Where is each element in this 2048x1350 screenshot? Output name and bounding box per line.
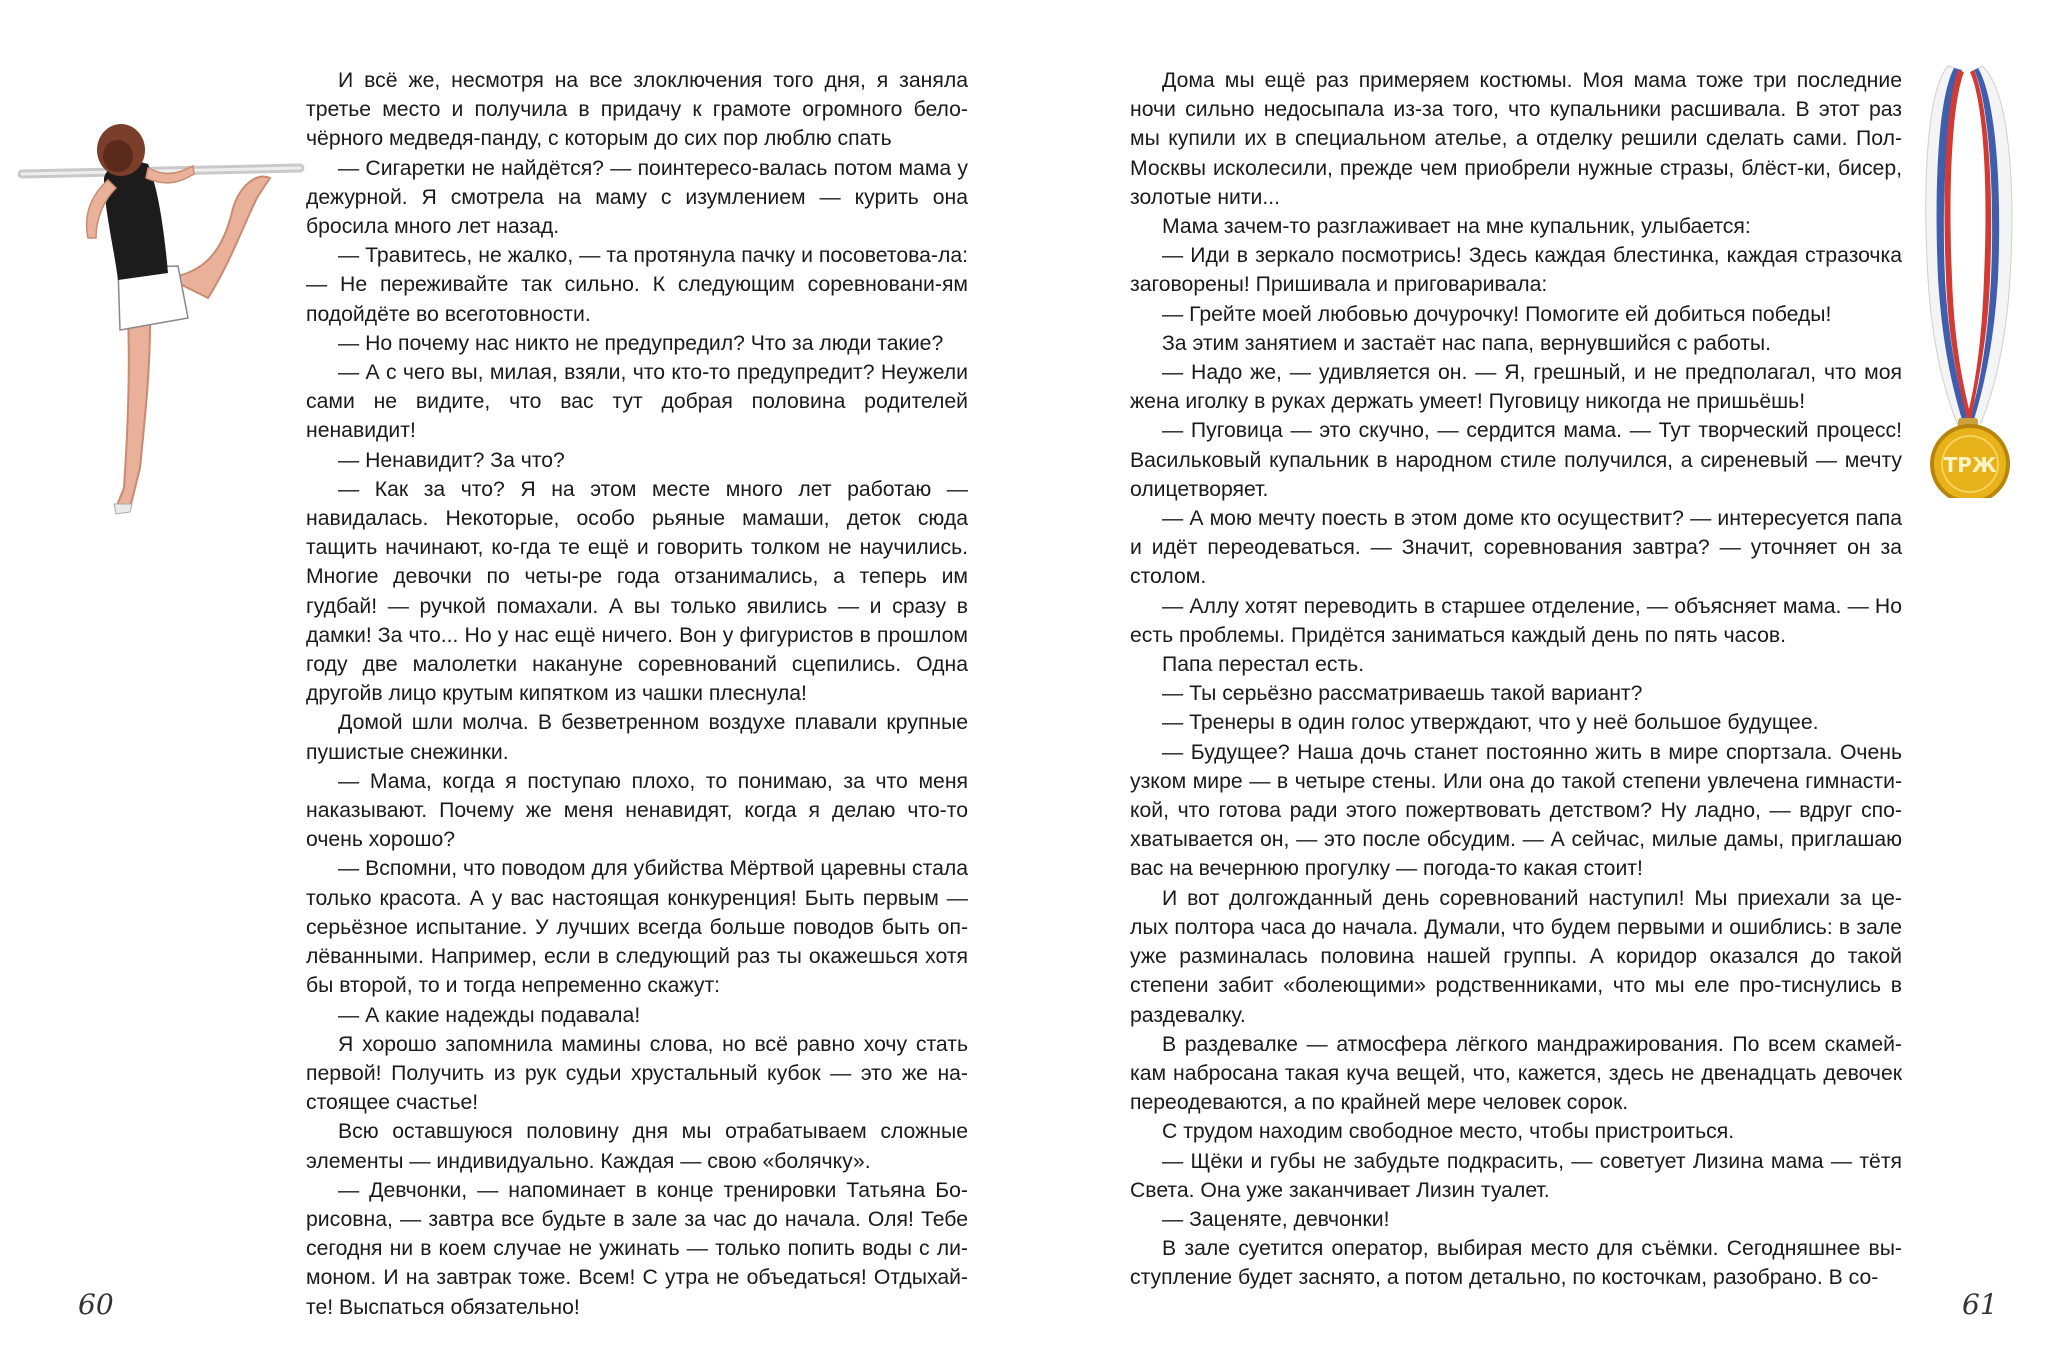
paragraph: — Вспомни, что поводом для убийства Мёртвой царевны стала только красота. А у вас настоящая конкуренция! Быть первым — серьёзное испытание. У лучших всегда больше поводов быть оп-лёванными. Например, если в следующий раз ты окажешься хотя бы второй, то и тогда непременно скажут: — [306, 857, 968, 998]
paragraph: Я хорошо запомнила мамины слова, но всё равно хочу стать первой! Получить из рук судьи хрустальный кубок — это же на-стоящее счастье! — [306, 1032, 968, 1115]
paragraph: — А с чего вы, милая, взяли, что кто-то предупредит? Неужели сами не видите, что вас тут добрая половина родителей ненавидит! — [306, 361, 968, 443]
medal-illustration — [1898, 58, 2038, 498]
gymnast-illustration — [18, 68, 318, 528]
paragraph: — Иди в зеркало посмотрись! Здесь каждая блестинка, каждая стразочка заговорены! Пришивала и приговаривала: — [1130, 244, 1902, 297]
right-page — [1024, 0, 2048, 1350]
paragraph: В зале суетится оператор, выбирая место для съёмки. Сегодняшнее вы-ступление будет заснято, а потом детально, по косточкам, разобрано. В со- — [1130, 1237, 1902, 1290]
paragraph: — Аллу хотят переводить в старшее отделение, — объясняет мама. — Но есть проблемы. Придётся заниматься каждый день по пять часов. — [1130, 594, 1902, 647]
left-page-text — [306, 66, 968, 1322]
right-page-text — [1130, 66, 1902, 1293]
paragraph: — Тренеры в один голос утверждают, что у неё большое будущее. — [1162, 711, 1819, 735]
paragraph: — Будущее? Наша дочь станет постоянно жить в мире спортзала. Очень узком мире — в четыре стены. Или она до такой степени увлечена гимнасти-кой, что готова ради этого пожертвовать детством? Ну ладно, — вдруг спо-хватывается он, — это после обсудим. — А сейчас, милые дамы, приглашаю вас на вечернюю прогулку — погода-то какая стоит! — [1130, 740, 1902, 881]
paragraph: — А мою мечту поесть в этом доме кто осуществит? — интересуется папа и идёт переодеваться. — Значит, соревнования завтра? — уточняет он за столом. — [1130, 507, 1902, 589]
paragraph: И вот долгожданный день соревнований наступил! Мы приехали за це-лых полтора часа до начала. Думали, что будем первыми и ошиблись: в зале уже разминалась половина нашей группы. А коридор оказался до такой степени забит «болеющими» родственниками, что мы еле про-тиснулись в раздевалку. — [1130, 886, 1902, 1027]
page-number: 60 — [78, 1288, 114, 1321]
paragraph: В раздевалке — атмосфера лёгкого мандражирования. По всем скамей-кам набросана такая куча вещей, что, кажется, здесь не двенадцать девочек переодеваются, а по крайней мере человек сорок. — [1130, 1032, 1902, 1115]
paragraph: И всё же, несмотря на все злоключения того дня, я заняла третье место и получила в придачу к грамоте огромного бело-чёрного медведя-панду, с которым до сих пор люблю спать — [306, 69, 968, 151]
medal-inscription: ТРЖ — [1943, 453, 1997, 477]
paragraph: — Пуговица — это скучно, — сердится мама. — Тут творческий процесс! Васильковый купальник в народном стиле получился, а сиреневый — мечту олицетворяет. — [1130, 419, 1902, 501]
paragraph: — Грейте моей любовью дочурочку! Помогите ей добиться победы! — [1162, 302, 1832, 326]
page-number: 61 — [1962, 1288, 1998, 1321]
standing-leg — [116, 318, 150, 508]
paragraph: Домой шли молча. В безветренном воздухе плавали крупные пушистые снежинки. — [306, 711, 968, 764]
paragraph: — Травитесь, не жалко, — та протянула пачку и посоветова-ла: — Не переживайте так сильно. К следующим соревновани-ям подойдёте во всеготовности. — [306, 244, 968, 326]
paragraph: За этим занятием и застаёт нас папа, вернувшийся с работы. — [1162, 331, 1772, 355]
paragraph: — Ты серьёзно рассматриваешь такой вариант? — [1162, 682, 1643, 706]
paragraph: Мама зачем-то разглаживает на мне купальник, улыбается: — [1162, 215, 1751, 239]
paragraph: — Заценяте, девчонки! — [1162, 1207, 1390, 1231]
paragraph: Дома мы ещё раз примеряем костюмы. Моя мама тоже три последние ночи сильно недосыпала из-за того, что купальники расшивала. В этот раз мы купили их в специальном ателье, а отделку решили сделать сами. Пол-Москвы исколесили, прежде чем приобрели нужные стразы, блёст-ки, бисер, золотые нити... — [1130, 69, 1902, 209]
paragraph: — Надо же, — удивляется он. — Я, грешный, и не предполагал, что моя жена иголку в руках держать умеет! Пуговицу никогда не пришьёшь! — [1130, 361, 1902, 414]
paragraph: — Но почему нас никто не предупредил? Что за люди такие? — [338, 331, 944, 355]
paragraph: — Мама, когда я поступаю плохо, то понимаю, за что меня наказывают. Почему же меня ненавидят, когда я делаю что-то очень хорошо? — [306, 769, 968, 852]
paragraph: — Сигаретки не найдётся? — поинтересо-валась потом мама у дежурной. Я смотрела на маму с изумлением — курить она бросила много лет назад. — [306, 156, 968, 239]
paragraph: Папа перестал есть. — [1162, 653, 1365, 677]
paragraph: С трудом находим свободное место, чтобы пристроиться. — [1162, 1120, 1735, 1144]
paragraph: Всю оставшуюся половину дня мы отрабатываем сложные элементы — индивидуально. Каждая — свою «болячку». — [306, 1120, 968, 1173]
paragraph: — Щёки и губы не забудьте подкрасить, — советует Лизина мама — тётя Света. Она уже заканчивает Лизин туалет. — [1130, 1149, 1902, 1202]
raised-leg — [168, 177, 270, 298]
paragraph: — Ненавидит? За что? — [338, 448, 565, 472]
paragraph: — А какие надежды подавала! — [338, 1003, 641, 1027]
paragraph: — Как за что? Я на этом месте много лет работаю — навидалась. Некоторые, особо рьяные мамаши, деток сюда тащить начинают, ко-гда те ещё и говорить толком не научились. Многие девочки по четы-ре года отзанимались, а теперь им гудбай! — ручкой помахали. А вы только явились — и сразу в дамки! За что... Но у нас ещё ничего. Вон у фигуристов в прошлом году две малолетки накануне соревнований сцепились. Одна другойв лицо крутым кипятком из чашки плеснула! — [306, 477, 968, 706]
paragraph: — Девчонки, — напоминает в конце тренировки Татьяна Бо-рисовна, — завтра все будьте в зале за час до начала. Оля! Тебе сегодня ни в коем случае не ужинать — только попить воды с ли-моном. И на завтрак тоже. Всем! С утра не объедаться! Отдыхай-те! Выспаться обязательно! — [306, 1178, 968, 1319]
